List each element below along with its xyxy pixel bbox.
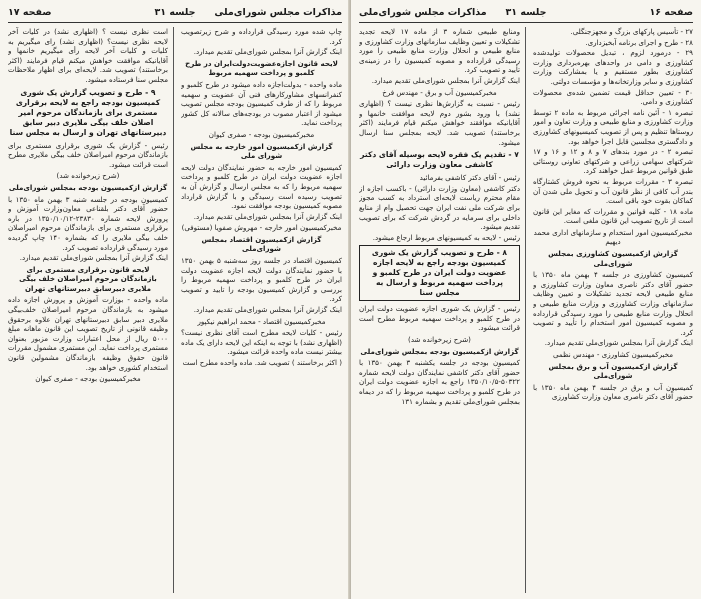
note-paragraph: تبصره ۱ - آئین نامه اجرائی مربوط به ماده ۲ توسط وزارت کشاورزی و منابع طبیعی و وزارت تعاون و امور روستاها تنظیم و پس از تصویب کمیسیونهای کشاورزی و دادگستری مجلسین قابل اجرا خواهد بود. — [533, 107, 693, 146]
page-number: صفحه ۱۶ — [649, 7, 693, 18]
right-page-left-column — [359, 27, 520, 595]
paragraph: کمیسیون کشاورزی در جلسه ۴ بهمن ماه ۱۳۵۰ با حضور آقای دکتر ناصری معاون وزارت کشاورزی و منابع طبیعی لایحه تجدید تشکیلات و تعیین وظایف سازمانهای وزارت کشاورزی و وزارت منابع طبیعی و انحلال وزارت منابع طبیعی را مورد رسیدگی قرارداده و مصوبه کمیسیون امور استخدام را تأیید و تصویب کرد. — [533, 270, 693, 337]
rapporteur: مخبرکمیسیون بودجه - صفری کیوان — [35, 374, 141, 384]
right-page-right-column — [533, 27, 693, 595]
report-heading: گزارش ازکمیسیون بودجه بمجلس شورای‌ملی — [8, 182, 168, 192]
list-item: ۲۸ - طرح و اجرای برنامه آبخیزداری. — [585, 37, 693, 47]
paragraph: اینک گزارش آنرا بمجلس شورای‌ملی تقدیم میدارد. — [371, 75, 520, 85]
left-page — [0, 0, 350, 599]
note-paragraph: تبصره ۲ - در مورد بندهای ۷ و ۸ و ۱۲ و ۱۶ و ۱۷ شرکتهای سهامی زراعی و شرکتهای تعاونی روستائی طبق قوانین مربوط عمل خواهند کرد. — [533, 147, 693, 176]
report-heading: گزارش ازکمیسیون کشاورزی بمجلس شورای‌ملی — [548, 249, 678, 268]
speaker-paragraph: رئیس - لایحه به کمیسیونهای مربوط ارجاع میشود. — [372, 232, 520, 242]
rapporteur: مخبرکمیسیون کشاورزی - مهندس نظمی — [552, 350, 674, 359]
speaker-paragraph: رئیس - گزارش یک شوری اجازه عضویت دولت ایران در طرح کلمبو و پرداخت سهمیه مربوط مطرح است قرائت میشود. — [359, 304, 520, 333]
paragraph: کمیسیون امور خارجه به حضور نمایندگان دولت لایحه اجازه عضویت دولت ایران در طرح کلمبو و پرداخت سهمیه مربوط را که به مجلس ارسال و گزارش آن به تصویب رسیده است رسیدگی و با گزارش قرارداد مصوبه کمیسیون بودجه موافقت نمود. — [181, 162, 342, 211]
speaker-paragraph: رئیس - کلیات لایحه مطرح است آقای نظری نیست؟ (اظهاری نشد) با توجه به اینکه این لایحه دارای یک ماده بیشتر نیست ماده واحده قرائت میشود. — [181, 328, 342, 357]
paragraph: اینک گزارش آنرا بمجلس شورای‌ملی تقدیم میدارد. — [19, 253, 168, 263]
note-paragraph: تبصره ۳ - مقررات مربوط به نحوه فروش کشتارگاه بندر آب کافی از نظر قانون آب و تحویل ملی شدن آن کماکان بقوت خود باقی است. — [533, 176, 693, 206]
bill-title: لایحه قانون اجازه‌عضویت‌دولت‌ایران در طرح کلمبو و پرداخت سهمیه مربوط — [185, 58, 338, 78]
right-page — [351, 0, 701, 599]
page-number: صفحه ۱۷ — [8, 7, 52, 18]
paragraph: کمیسیون اقتصاد در جلسه روز سه‌شنبه ۵ بهمن ۱۳۵۰ با حضور نمایندگان دولت لایحه اجازه عضویت دولت ایران در طرح کلمبو و پرداخت سهمیه مربوط را بررسی و گزارش کمیسیون بودجه را تایید و تصویب کرد. — [181, 256, 342, 304]
speaker-paragraph: رئیس - نسبت به گزارش‌ها نظری نیست ؟ (اظهاری نشد) با ورود بشور دوم لایحه موافقت خانمها و آقایانیکه موافقند خواهش میکنم قیام فرمایند (اکثر برخاستند) تصویب شد. لایحه بمجلس سنا ارسال میشود. — [359, 99, 520, 147]
report-heading: گزارش ازکمیسیون بودجه بمجلس شورای‌ملی — [360, 346, 519, 356]
article: ماده واحده - بدولت‌اجازه داده میشود در طرح کلمبو و کنفرانسهای مشاورکارهای فنی آن عضویت و سهمیه مربوط را که از طرف کمیسیون بودجه مجلس تصویب میشود از اعتبار مصوب در بودجه‌های سالانه کل کشور پرداخت نماید. — [181, 79, 342, 128]
paragraph: اینک گزارش آنرا بمجلس شورای‌ملی تقدیم میدارد. — [544, 338, 693, 348]
paragraph: است نظری نیست ؟ (اظهاری نشد) در کلیات آخر لایحه نظری نیست؟ (اظهاری نشد) رای میگیریم به کلیات و کلیات آخر لایحه رأی میگیریم خانمها و آقایانیکه موافقت خواهش میکنم قیام فرمایند (اکثر برخاستند) تصویب شد. لایحه‌ای برای اظهار ملاحظات مجلس سنا فرستاده میشود. — [8, 27, 168, 84]
session-number: جلسه ۳۱ — [154, 7, 196, 18]
paragraph: کمیسیون آب و برق در جلسه ۴ بهمن ماه ۱۳۵۰ با حضور آقای دکتر ناصری معاون وزارت کشاورزی — [533, 382, 693, 402]
paragraph: اینک گزارش آنرا بمجلس شورای‌ملی تقدیم میدارد. — [193, 47, 342, 57]
article: ماده واحده - بوزارت آموزش و پرورش اجازه داده میشود به بازماندگان مرحوم امیراصلان خلف‌بیگی ملایری دبیر سابق دبیرستانهای تهران علاوه برحقوق وظیفه قانونی از تاریخ تصویب این قانون ماهانه مبلغ ۵۰۰۰ ریال از محل اعتبارات وزارت مزبور بعنوان مستمری پرداخت نماید. این مستمری مشمول مقررات قانون حقوق وظیفه بازماندگان مشمولین قانون استخدام کشوری خواهد بود. — [8, 295, 168, 372]
left-page-right-column — [181, 27, 342, 595]
section-heading: ۸ - طرح و تصویب گزارش یک شوری کمیسیون بودجه راجع به لایحه اجازه عضویت دولت ایران در طرح کلمبو و پرداخت سهمیه مربوط و ارسال به مجلس سنا — [359, 245, 520, 301]
list-item: ۲۷ - تأسیس پارکهای بزرگ و مجهزجنگلی. — [570, 27, 693, 36]
left-page-header — [8, 6, 342, 23]
paragraph: کمیسیون بودجه در جلسه یکشنبه ۳ بهمن ۱۳۵۰ با حضور آقای دکتر کاشفی نمایندگان دولت لایحه شماره ۵۰۳۲۲-۱۳۵۰/۱۰/۵ راجع به اجازه عضویت دولت ایران در طرح کلمبو و پرداخت سهمیه مربوط را که در دیماه بمجلس شورای‌ملی تقدیم و بشماره ۱۳۱ — [359, 358, 520, 406]
section-heading: ۹ - طرح و تصویب گزارش یک شوری کمیسیون بودجه راجع به لایحه برقراری مستمری برای بازماندگان مرحوم امیر اصلان خلف بیگی ملایری دبیر سابق دبیرستانهای تهران و ارسال به مجلس سنا — [9, 87, 167, 137]
report-heading: گزارش ازکمیسیون امور خارجه به مجلس شورای ملی — [190, 141, 333, 161]
report-heading: گزارش ازکمیسیون اقتصاد بمجلس شورای‌ملی — [201, 234, 322, 254]
speaker-paragraph: رئیس - آقای دکتر کاشفی بفرمائید — [419, 173, 520, 183]
journal-title: مذاکرات مجلس شورای‌ملی — [214, 7, 342, 18]
reading-note: (شرح زیرخوانده شد) — [408, 335, 471, 345]
paragraph: ( اکثر برخاستند ) تصویب شد. ماده واحده مطرح است — [182, 358, 342, 367]
paragraph: چاپ شده مورد رسیدگی قرارداده و شرح زیرتصویب کرد. — [181, 27, 342, 46]
section-heading: ۷ - تقدیم یک فقره لایحه بوسیله آقای دکتر کاشفی معاون وزارت دارائی — [360, 150, 519, 170]
journal-title: مذاکرات مجلس شورای‌ملی — [359, 7, 487, 18]
speaker-paragraph: رئیس - گزارش یک شوری برقراری مستمری برای بازماندگان مرحوم امیراصلان خلف بیگی ملایری مطرح است قرائت میشود. — [8, 140, 168, 169]
rapporteur: مخبرکمیسیون آب و برق - مهندس فرخ — [382, 87, 497, 97]
paragraph: اینک گزارش آنرا بمجلس شورای‌ملی تقدیم میدارد. — [193, 305, 342, 315]
speaker-paragraph: دکتر کاشفی (معاون وزارت دارائی) - باکسب اجازه از مقام محترم ریاست لایحه‌ای استرداد به کسب مجوز برای شرکت ملی نفت ایران جهت تحصیل وام از منابع داخلی برای سرمایه در گردش شرکت که برای تصویب تقدیم میشود. — [359, 183, 520, 232]
article: ماده ۱۸ - کلیه قوانین و مقررات که مغایر این قانون است از تاریخ تصویب این قانون ملغی است. — [533, 206, 693, 226]
rapporteur: مخبرکمیسیون امور استخدام و سازمانهای اداری محمد دیهیم — [533, 227, 693, 247]
report-heading: گزارش ازکمیسیون آب و برق بمجلس شورای‌ملی — [548, 361, 678, 381]
list-item: ۳۰ - تعیین حداقل قیمت تضمین شده‌ی محصولات کشاورزی و دامی. — [533, 87, 693, 107]
paragraph: ومنابع طبیعی شماره ۳ از ماده ۱۷ لایحه تجدید تشکیلات و تعیین وظایف سازمانهای وزارت کشاورزی و منابع طبیعی و انحلال وزارت منابع طبیعی را مورد رسیدگی قرارداده و مصوبه کمیسیون را در زمینه‌ی تأیید و تصویب کرد. — [359, 27, 520, 75]
left-page-left-column — [8, 27, 168, 595]
rapporteur: مخبرکمیسیون امور خارجه - مهروش صفویا (مستوفی) — [181, 223, 342, 233]
reading-note: (شرح زیرخوانده شد) — [56, 171, 120, 181]
rapporteur: مخبرکمیسیون بودجه - صفری کیوان — [208, 129, 315, 139]
right-page-header — [359, 6, 693, 23]
column-divider — [525, 27, 526, 593]
rapporteur: مخبرکمیسیون اقتصاد - محمد ابراهیم نیکپور — [197, 316, 326, 326]
list-item: ۲۹ - درمورد لزوم ، تبدیل محصولات تولیدشده کشاورزی و دامی در واحدهای بهره‌برداری وزارت کشاورزی بطور مستقیم و یا بمشارکت وزارت کشاورزی و سایر وزارتخانه‌ها و مؤسسات دولتی. — [533, 48, 693, 86]
column-divider — [173, 27, 174, 593]
paragraph: کمیسیون بودجه در جلسه شنبه ۳ بهمن ماه ۱۳۵۰ با حضور آقای دکتر بلقناعی معاون‌وزارت آموزش و پرورش لایحه شماره ۲۳۸۳۰-۱۳۵۰/۱۰/۱۲ در باره برقراری مستمری برای بازماندگان مرحوم امیراصلان خلف بیگی ملایری را که بشماره ۱۴۰ چاپ گردیده مورد رسیدگی قرارداده تصویب کرد. — [8, 194, 168, 252]
session-number: جلسه ۳۱ — [505, 7, 547, 18]
bill-title: لایحه قانون برقراری مستمری برای بازماندگان مرحوم امیراصلان خلف بیگی ملایری دبیرسابق دبیرستانهای تهران — [19, 264, 157, 293]
paragraph: اینک گزارش آنرا بمجلس شورای‌ملی تقدیم میدارد. — [193, 211, 342, 221]
